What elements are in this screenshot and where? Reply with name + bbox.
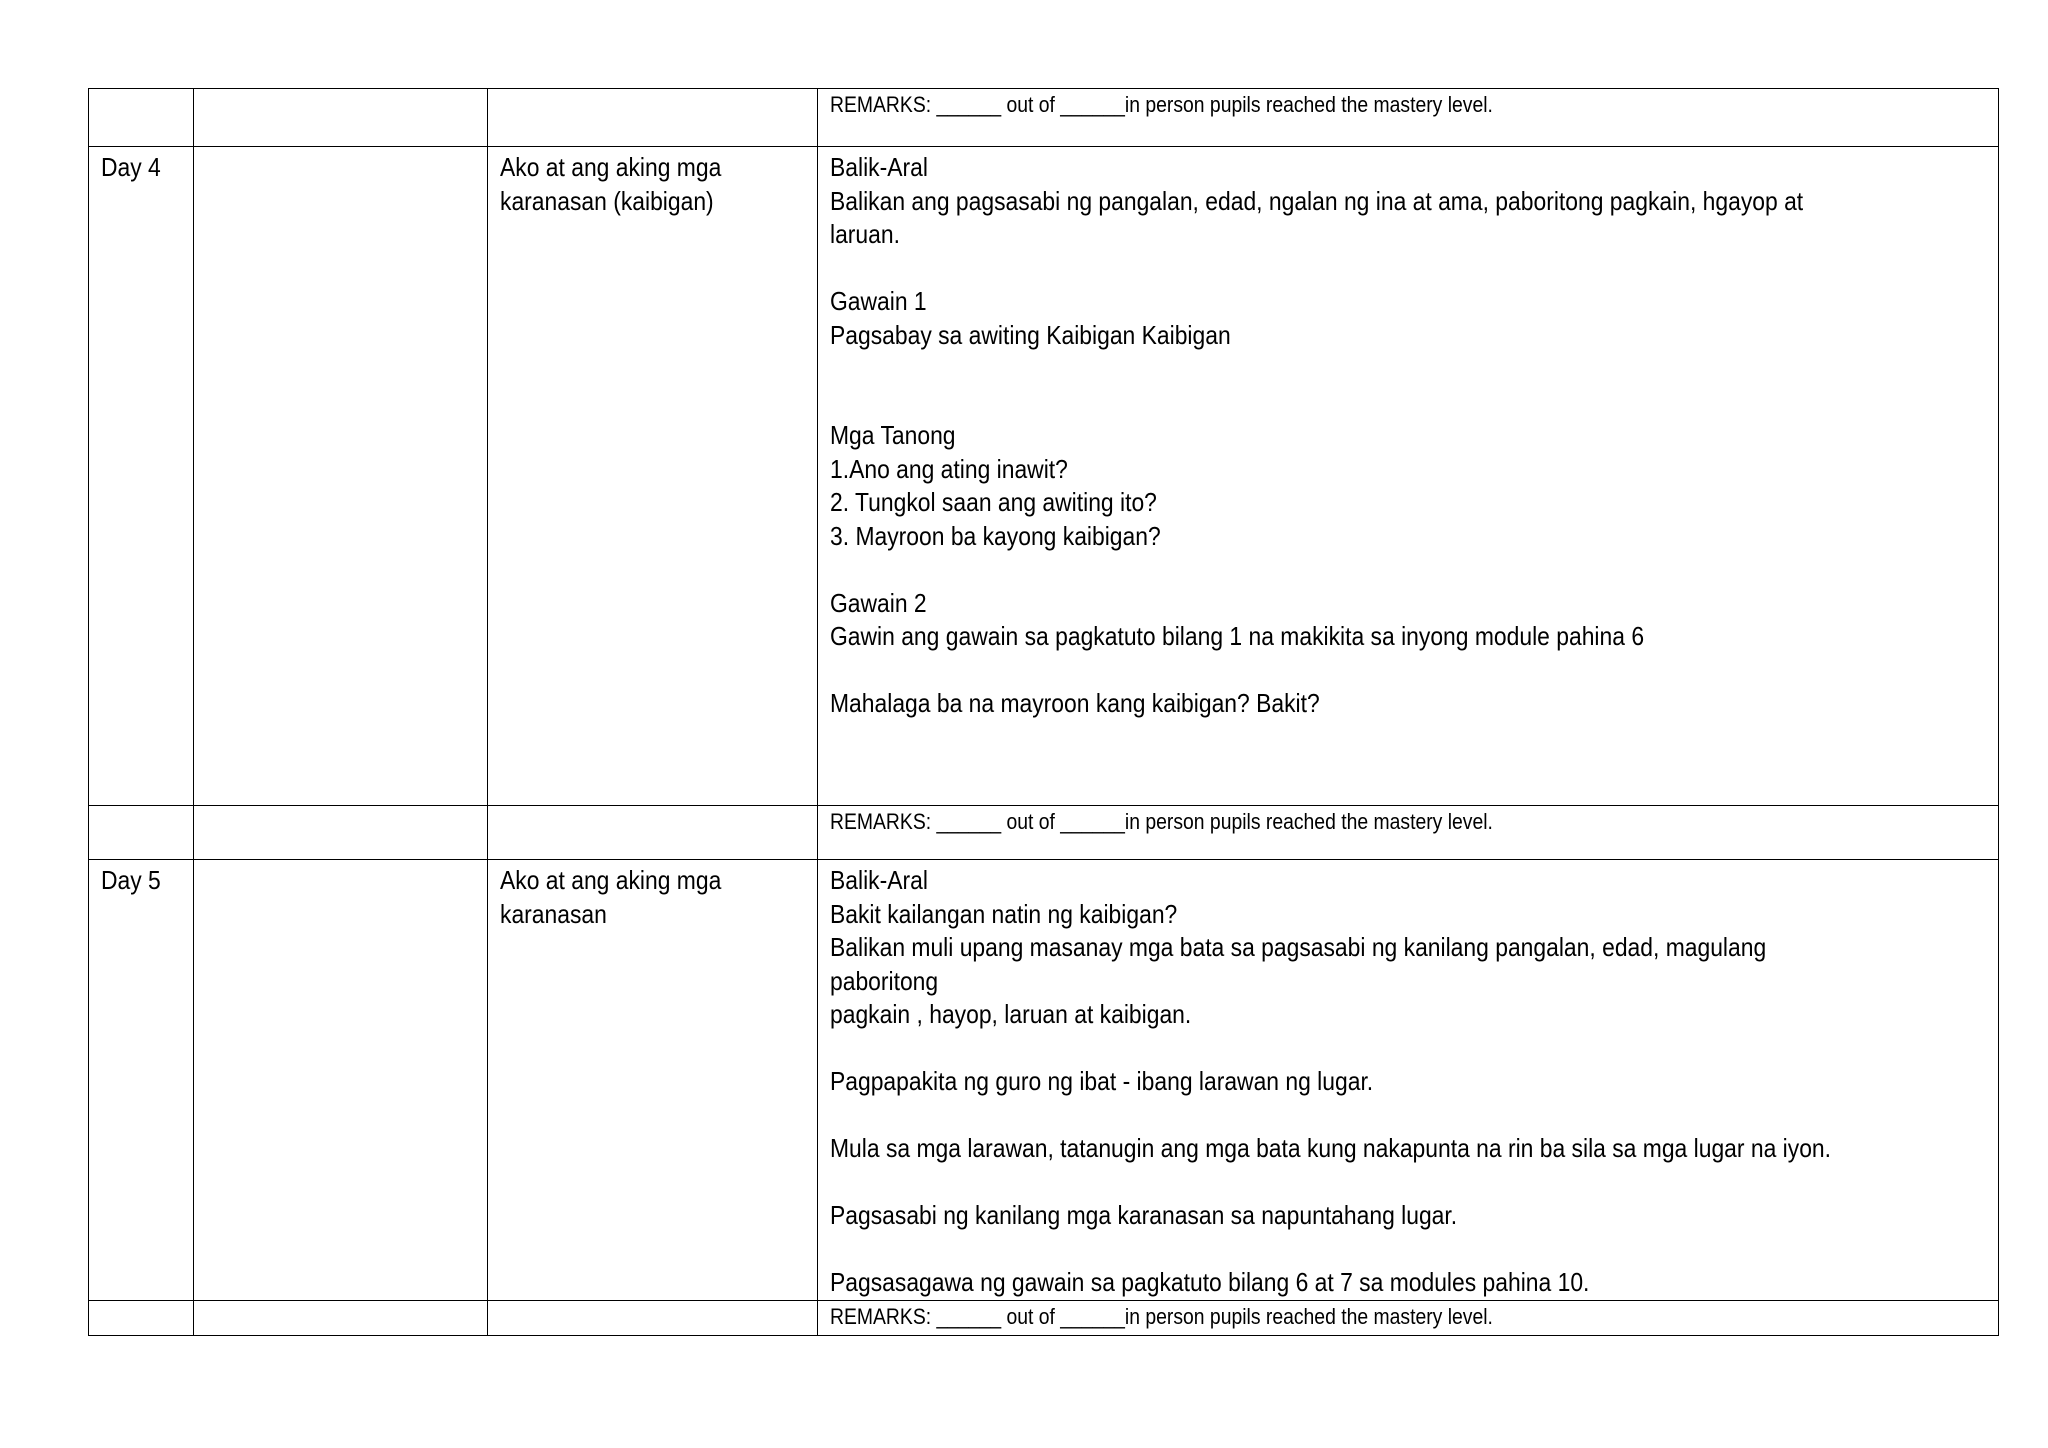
topic-cell-empty — [488, 806, 818, 860]
objective-cell-empty — [194, 89, 488, 147]
day-cell-empty — [89, 1300, 194, 1335]
objective-cell-empty — [194, 806, 488, 860]
remarks-text: REMARKS: ______ out of ______in person pupils reached the mastery level. — [830, 1303, 1493, 1329]
day4-topic-line-1: Ako at ang aking mga — [500, 152, 722, 182]
objective-cell-empty — [194, 1300, 488, 1335]
day5-content-cell — [818, 860, 1999, 1301]
topic-cell-empty — [488, 1300, 818, 1335]
lesson-plan-table — [88, 88, 1999, 1336]
day5-line-2a: Balikan muli upang masanay mga bata sa pagsasabi ng kanilang pangalan, edad, magulang paboritong — [830, 932, 1773, 996]
day4-topic-cell — [488, 147, 818, 806]
day4-topic-line-2: karanasan (kaibigan) — [500, 185, 714, 216]
day5-row — [89, 860, 1999, 1301]
day5-line-3: Pagpapakita ng guro ng ibat - ibang larawan ng lugar. — [830, 1066, 1374, 1096]
day5-objective-cell — [194, 860, 488, 1301]
day4-tanong-title: Mga Tanong — [830, 420, 956, 450]
day5-line-5: Pagsasabi ng kanilang mga karanasan sa napuntahang lugar. — [830, 1200, 1458, 1230]
day4-content-cell — [818, 147, 1999, 806]
day4-balik-aral-title: Balik-Aral — [830, 152, 928, 182]
day4-gawain1-title: Gawain 1 — [830, 286, 927, 316]
day5-label-cell — [89, 860, 194, 1301]
remarks-cell — [818, 1300, 1999, 1335]
remarks-text: REMARKS: ______ out of ______in person pupils reached the mastery level. — [830, 809, 1493, 834]
day4-gawain2-title: Gawain 2 — [830, 587, 927, 618]
day4-gawain1-text: Pagsabay sa awiting Kaibigan Kaibigan — [830, 319, 1231, 350]
day5-label: Day 5 — [101, 865, 161, 895]
remarks-cell — [818, 89, 1999, 147]
day-cell-empty — [89, 806, 194, 860]
day5-line-6: Pagsasagawa ng gawain sa pagkatuto bilang 6 at 7 sa modules pahina 10. — [830, 1267, 1590, 1297]
day5-topic-cell — [488, 860, 818, 1301]
day4-question-1: 1.Ano ang ating inawit? — [830, 453, 1068, 484]
day5-line-2b: pagkain , hayop, laruan at kaibigan. — [830, 999, 1192, 1029]
day4-label-cell — [89, 147, 194, 806]
day5-balik-aral-title: Balik-Aral — [830, 865, 928, 895]
day5-line-4: Mula sa mga larawan, tatanugin ang mga bata kung nakapunta na rin ba sila sa mga lugar na iyon. — [830, 1133, 1831, 1163]
day5-line-1: Bakit kailangan natin ng kaibigan? — [830, 898, 1178, 929]
day4-closing-question: Mahalaga ba na mayroon kang kaibigan? Bakit? — [830, 688, 1320, 718]
remarks-text: REMARKS: ______ out of ______in person pupils reached the mastery level. — [830, 92, 1493, 117]
day4-label: Day 4 — [101, 152, 161, 182]
remarks-row-day5 — [89, 1300, 1999, 1335]
remarks-row-day4 — [89, 806, 1999, 860]
day4-question-2: 2. Tungkol saan ang awiting ito? — [830, 487, 1157, 517]
remarks-row-top — [89, 89, 1999, 147]
day-cell-empty — [89, 89, 194, 147]
remarks-cell — [818, 806, 1999, 860]
day5-topic-line-2: karanasan — [500, 898, 607, 929]
day4-question-3: 3. Mayroon ba kayong kaibigan? — [830, 520, 1161, 551]
day4-row — [89, 147, 1999, 806]
topic-cell-empty — [488, 89, 818, 147]
day4-balik-aral-text: Balikan ang pagsasabi ng pangalan, edad, ngalan ng ina at ama, paboritong pagkain, hgayop at laruan. — [830, 185, 1810, 249]
day4-gawain2-text: Gawin ang gawain sa pagkatuto bilang 1 na makikita sa inyong module pahina 6 — [830, 621, 1645, 651]
day4-objective-cell — [194, 147, 488, 806]
day5-topic-line-1: Ako at ang aking mga — [500, 865, 722, 895]
